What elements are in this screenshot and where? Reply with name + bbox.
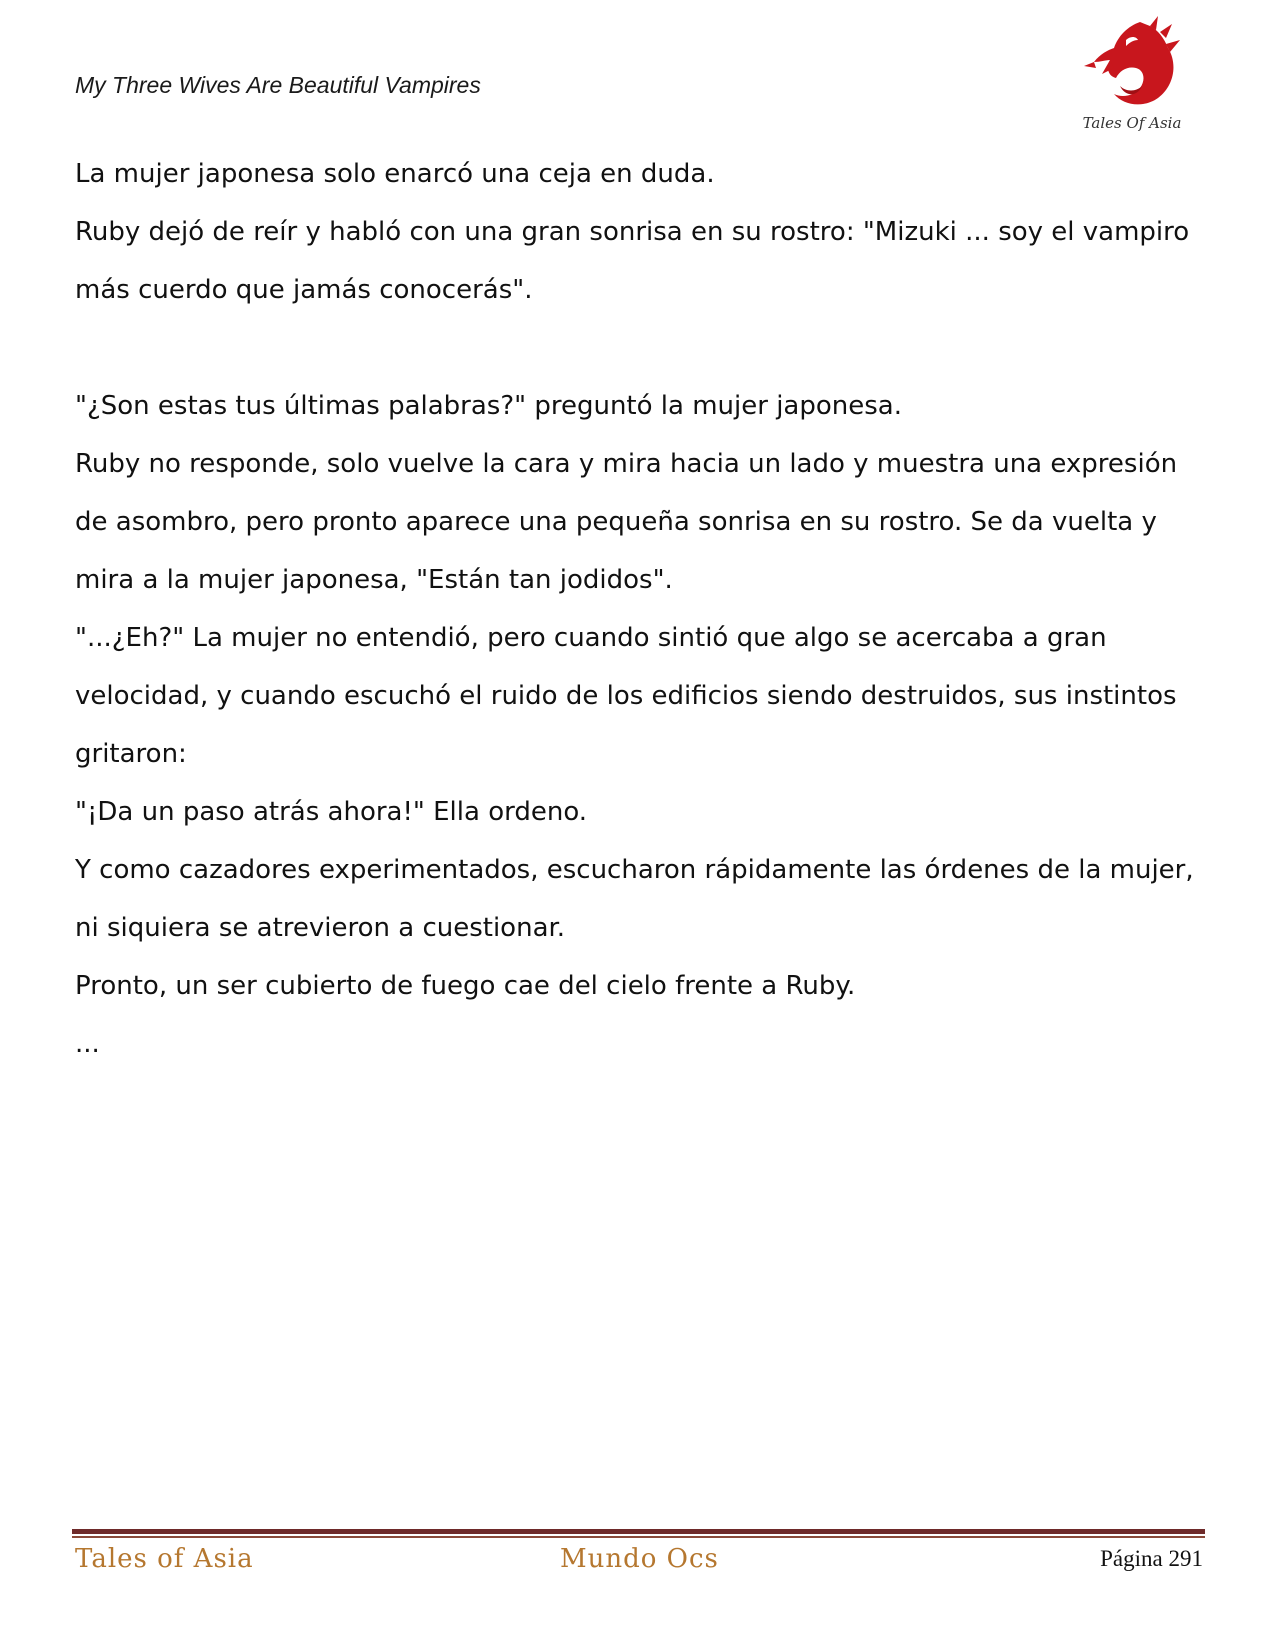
page-number: Página 291 bbox=[1100, 1546, 1203, 1571]
logo-text: Tales Of Asia bbox=[1082, 114, 1182, 132]
footer-rule bbox=[72, 1529, 1205, 1534]
paragraph: Y como cazadores experimentados, escucharon rápidamente las órdenes de la mujer, ni siquiera se atrevieron a cuestionar. bbox=[75, 855, 1194, 943]
book-title: My Three Wives Are Beautiful Vampires bbox=[75, 72, 481, 98]
paragraph: La mujer japonesa solo enarcó una ceja en duda. bbox=[75, 159, 715, 189]
paragraph: Pronto, un ser cubierto de fuego cae del cielo frente a Ruby. bbox=[75, 971, 856, 1001]
paragraph: Ruby dejó de reír y habló con una gran sonrisa en su rostro: "Mizuki ... soy el vampiro más cuerdo que jamás conocerás". bbox=[75, 217, 1190, 305]
paragraph: "¿Son estas tus últimas palabras?" preguntó la mujer japonesa. bbox=[75, 391, 902, 421]
paragraph-spacer bbox=[75, 319, 1205, 377]
paragraph: "¡Da un paso atrás ahora!" Ella ordeno. bbox=[75, 797, 588, 827]
paragraph: "...¿Eh?" La mujer no entendió, pero cuando sintió que algo se acercaba a gran velocidad, y cuando escuchó el ruido de los edificios siendo destruidos, sus instintos gritaron: bbox=[75, 623, 1177, 769]
footer-site-name: Tales of Asia bbox=[75, 1544, 254, 1574]
footer-author: Mundo Ocs bbox=[560, 1544, 719, 1574]
paragraph: ... bbox=[75, 1029, 100, 1059]
footer-rule-thin bbox=[72, 1536, 1205, 1538]
red-dragon-icon bbox=[1080, 16, 1182, 116]
chapter-body bbox=[75, 145, 1205, 1073]
paragraph: Ruby no responde, solo vuelve la cara y mira hacia un lado y muestra una expresión de asombro, pero pronto aparece una pequeña sonrisa en su rostro. Se da vuelta y mira a la mujer japonesa, "Están tan jodidos". bbox=[75, 449, 1178, 595]
